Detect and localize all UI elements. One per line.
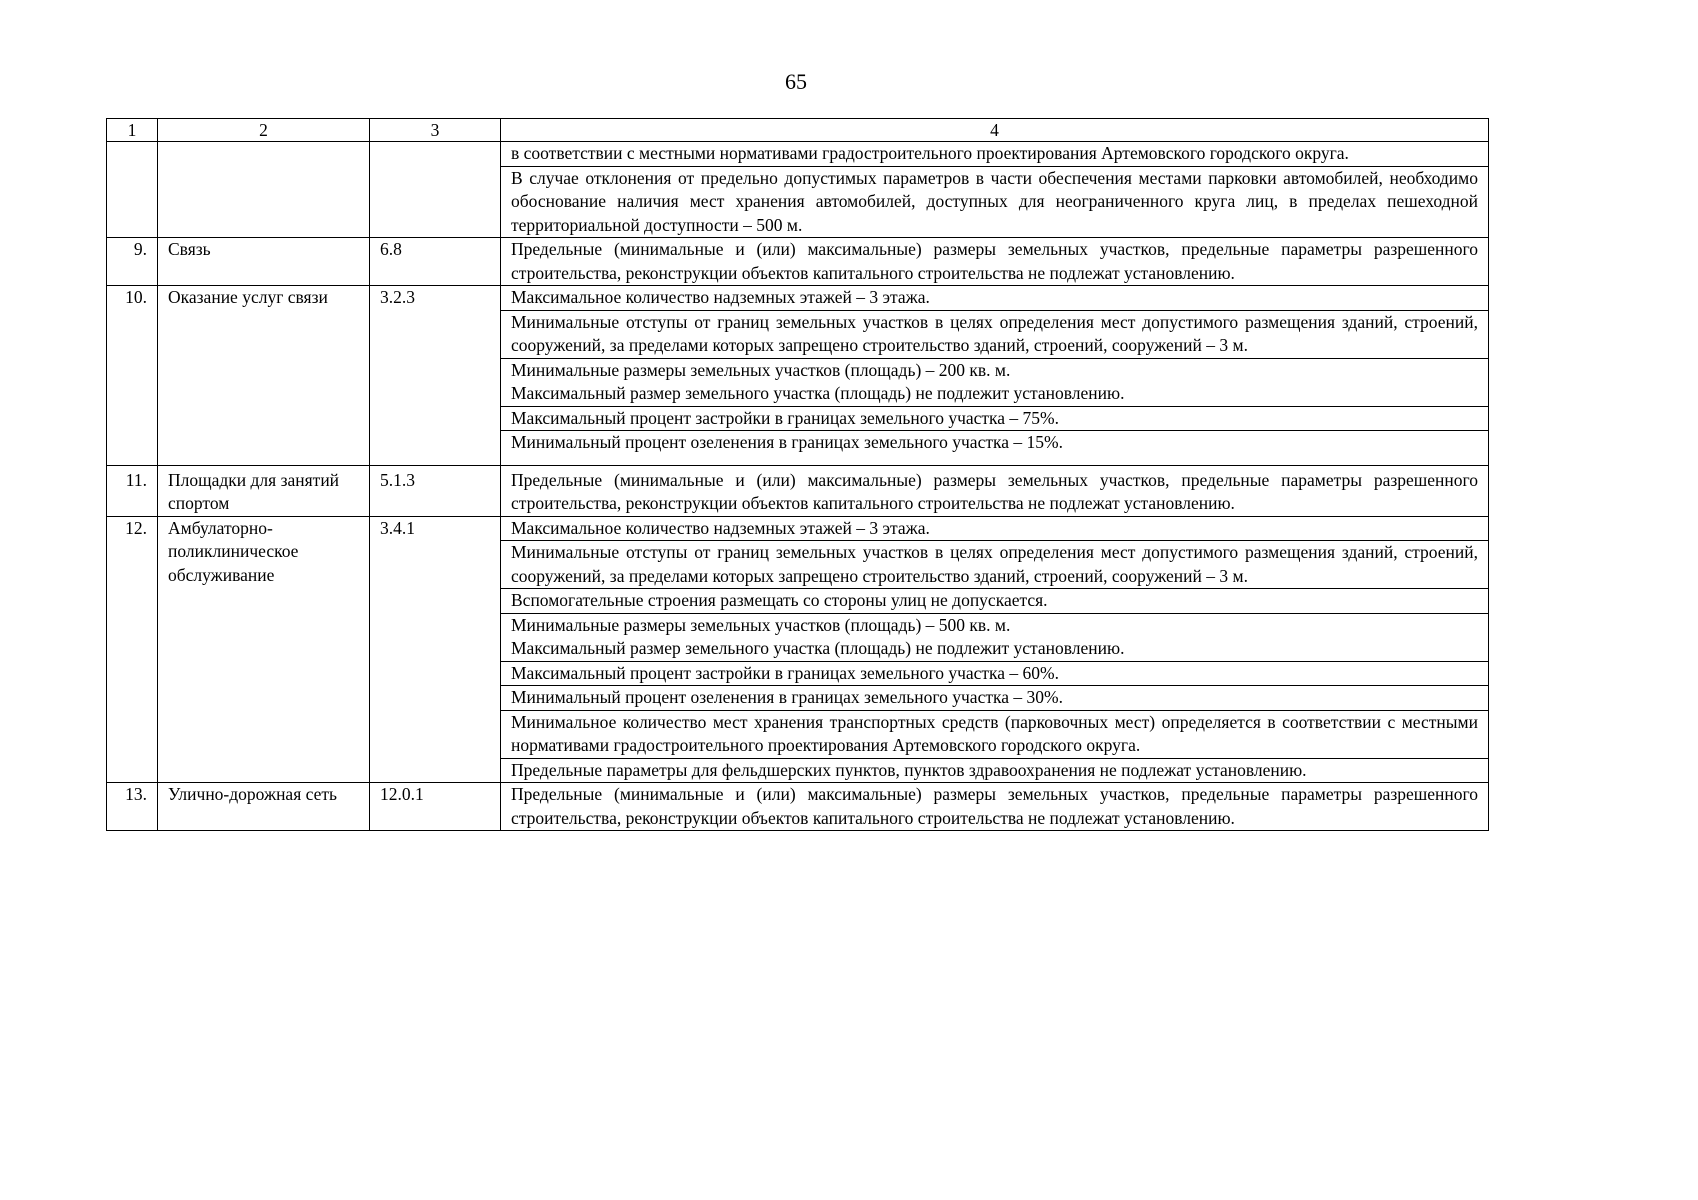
parameter-text: Минимальные отступы от границ земельных участков в целях определения мест допустимого размещения зданий, строений, сооружений, за пределами которых запрещено строительство зданий, строений, сооружений – 3 м. [511, 311, 1478, 355]
parameter-cell [501, 358, 1489, 406]
land-use-name: Улично-дорожная сеть [158, 783, 370, 831]
table-row [107, 783, 1489, 831]
row-code-cell [370, 142, 501, 238]
parameter-text: Максимальный размер земельного участка (площадь) не подлежит установлению. [511, 638, 1125, 658]
parameter-cell [501, 686, 1489, 711]
parameter-text: Максимальный процент застройки в границах земельного участка – 60%. [511, 662, 1060, 683]
column-header-1: 1 [107, 119, 158, 142]
parameter-cell [501, 310, 1489, 358]
row-number: 10. [107, 286, 158, 466]
row-number: 9. [107, 238, 158, 286]
land-use-code: 6.8 [370, 238, 501, 286]
table-row [107, 516, 1489, 541]
parameter-text: Максимальное количество надземных этажей – 3 этажа. [511, 517, 930, 538]
parameter-cell [501, 613, 1489, 661]
parameter-text: Минимальные размеры земельных участков (площадь) – 200 кв. м. [511, 359, 1011, 380]
land-use-name: Площадки для занятий спортом [158, 465, 370, 516]
row-name-cell [158, 142, 370, 238]
parameter-cell [501, 406, 1489, 431]
land-use-code: 3.2.3 [370, 286, 501, 466]
parameter-cell: в соответствии с местными нормативами градостроительного проектирования Артемовского городского округа. [501, 142, 1489, 167]
land-use-name: Амбулаторно-поликлиническое обслуживание [158, 516, 370, 783]
parameter-cell [501, 516, 1489, 541]
parameter-cell [501, 589, 1489, 614]
row-number: 13. [107, 783, 158, 831]
table-row [107, 286, 1489, 311]
page-number: 65 [785, 69, 807, 94]
parameter-cell [501, 710, 1489, 758]
row-number: 11. [107, 465, 158, 516]
table-header-row [107, 119, 1489, 142]
continuation-row [107, 142, 1489, 167]
parameter-text: Предельные параметры для фельдшерских пунктов, пунктов здравоохранения не подлежат установлению. [511, 759, 1307, 780]
parameter-cell [501, 238, 1489, 286]
parameter-text: Минимальный процент озеленения в границах земельного участка – 30%. [511, 687, 1063, 707]
land-use-code: 3.4.1 [370, 516, 501, 783]
parameter-text: Максимальный процент застройки в границах земельного участка – 75%. [511, 407, 1060, 428]
parameter-cell [501, 661, 1489, 686]
parameter-cell: В случае отклонения от предельно допустимых параметров в части обеспечения местами парковки автомобилей, необходимо обоснование наличия мест хранения автомобилей, доступных для неограниченного круга лиц, в пределах пешеходной территориальной доступности – 500 м. [501, 166, 1489, 238]
land-use-name: Оказание услуг связи [158, 286, 370, 466]
parameter-text: Предельные (минимальные и (или) максимальные) размеры земельных участков, предельные параметры разрешенного строительства, реконструкции объектов капитального строительства не подлежат установлению. [511, 469, 1478, 513]
land-use-code: 5.1.3 [370, 465, 501, 516]
land-use-parameters-table [106, 118, 1489, 831]
parameter-cell [501, 758, 1489, 783]
table-row [107, 238, 1489, 286]
parameter-cell [501, 465, 1489, 516]
row-number: 12. [107, 516, 158, 783]
parameter-text: Максимальный размер земельного участка (площадь) не подлежит установлению. [511, 383, 1125, 403]
parameter-text: Предельные (минимальные и (или) максимальные) размеры земельных участков, предельные параметры разрешенного строительства, реконструкции объектов капитального строительства не подлежат установлению. [511, 784, 1478, 828]
parameter-text: Минимальный процент озеленения в границах земельного участка – 15%. [511, 432, 1063, 452]
parameter-cell [501, 783, 1489, 831]
column-header-3: 3 [370, 119, 501, 142]
parameter-text: Максимальное количество надземных этажей – 3 этажа. [511, 287, 930, 307]
table-row [107, 465, 1489, 516]
parameter-text: Минимальное количество мест хранения транспортных средств (парковочных мест) определяется в соответствии с местными нормативами градостроительного проектирования Артемовского городского округа. [511, 711, 1478, 755]
land-use-code: 12.0.1 [370, 783, 501, 831]
parameter-cell [501, 431, 1489, 466]
parameter-cell [501, 541, 1489, 589]
land-use-name: Связь [158, 238, 370, 286]
parameter-text: Минимальные размеры земельных участков (площадь) – 500 кв. м. [511, 614, 1011, 635]
column-header-2: 2 [158, 119, 370, 142]
parameter-text: Минимальные отступы от границ земельных участков в целях определения мест допустимого размещения зданий, строений, сооружений, за пределами которых запрещено строительство зданий, строений, сооружений – 3 м. [511, 542, 1478, 586]
parameter-text: Предельные (минимальные и (или) максимальные) размеры земельных участков, предельные параметры разрешенного строительства, реконструкции объектов капитального строительства не подлежат установлению. [511, 239, 1478, 283]
parameter-text: Вспомогательные строения размещать со стороны улиц не допускается. [511, 590, 1048, 610]
parameter-cell [501, 286, 1489, 311]
row-number-cell [107, 142, 158, 238]
column-header-4: 4 [501, 119, 1489, 142]
